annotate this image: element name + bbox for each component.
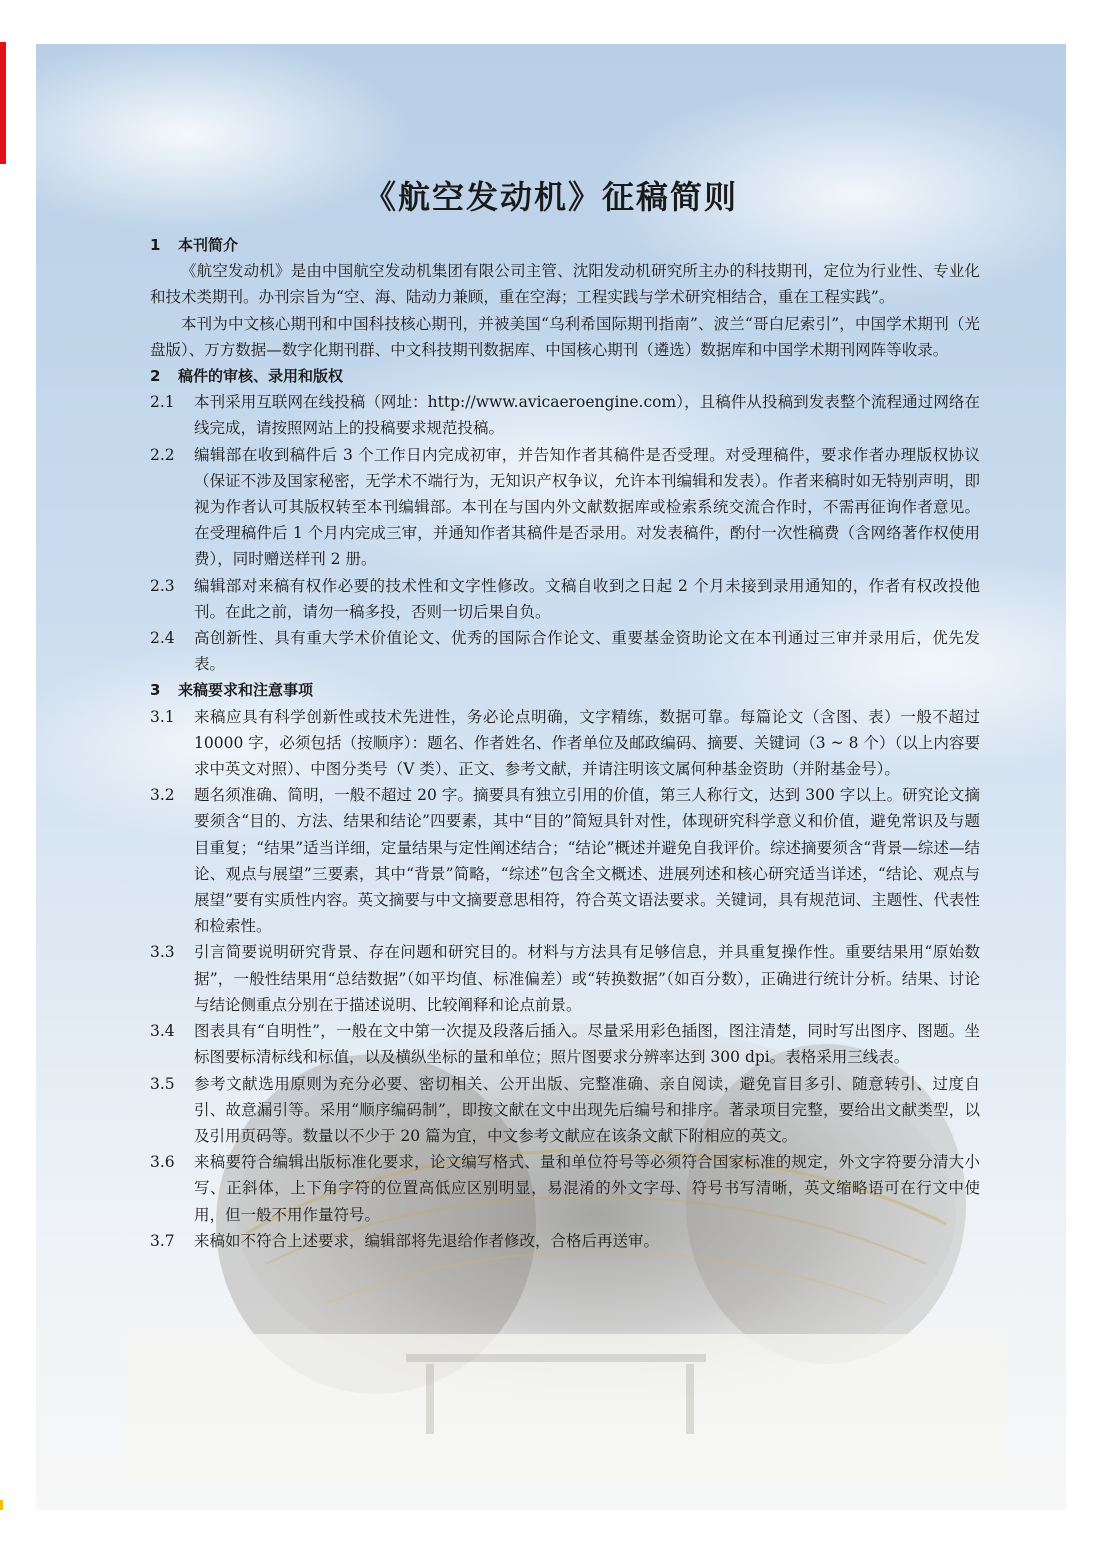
page-edge-bar-bottom — [0, 1500, 3, 1510]
clause-text: 图表具有“自明性”，一般在文中第一次提及段落后插入。尽量采用彩色插图，图注清楚，同时写出图序、图题。坐标图要标清标线和标值，以及横纵坐标的量和单位；照片图要求分辨率达到 300 dpi。表格采用三线表。 — [194, 1022, 980, 1067]
clause-item — [150, 389, 980, 441]
clause-number: 2.2 — [150, 445, 175, 464]
clause-text: 高创新性、具有重大学术价值论文、优秀的国际合作论文、重要基金资助论文在本刊通过三审并录用后，优先发表。 — [194, 629, 980, 674]
clause-number: 2.4 — [150, 629, 175, 648]
clause-item — [150, 625, 980, 677]
clause-item — [150, 1018, 980, 1070]
clause-item — [150, 442, 980, 573]
clause-number: 3.3 — [150, 943, 175, 962]
clause-item — [150, 704, 980, 783]
section-heading-2 — [150, 363, 980, 389]
clause-text: 参考文献选用原则为充分必要、密切相关、公开出版、完整准确、亲自阅读，避免盲目多引、随意转引、过度自引、故意漏引等。采用“顺序编码制”，即按文献在文中出现先后编号和排序。著录项目完整，要给出文献类型，以及引用页码等。数量以不少于 20 篇为宜，中文参考文献应在该条文献下附相应的英文。 — [194, 1074, 980, 1145]
section-number: 2 — [150, 367, 161, 386]
page-title: 《航空发动机》征稿简则 — [363, 178, 738, 216]
clause-text: 编辑部对来稿有权作必要的技术性和文字性修改。文稿自收到之日起 2 个月未接到录用通知的，作者有权改投他刊。在此之前，请勿一稿多投，否则一切后果自负。 — [194, 576, 980, 621]
document-content — [36, 44, 1066, 1510]
section-heading-1 — [150, 232, 980, 258]
section-number: 1 — [150, 236, 161, 254]
clause-number: 3.7 — [150, 1231, 175, 1250]
clause-item — [150, 573, 980, 625]
clause-item — [150, 782, 980, 939]
clause-number: 3.1 — [150, 707, 175, 726]
clause-text: 来稿要符合编辑出版标准化要求，论文编写格式、量和单位符号等必须符合国家标准的规定，外文字符要分清大小写、正斜体，上下角字符的位置高低应区别明显，易混淆的外文字母、符号书写清晰，英文缩略语可在行文中使用，但一般不用作量符号。 — [194, 1153, 980, 1224]
clause-number: 2.1 — [150, 393, 175, 412]
clause-number: 3.4 — [150, 1022, 175, 1041]
clause-text: 来稿应具有科学创新性或技术先进性，务必论点明确，文字精练，数据可靠。每篇论文（含图、表）一般不超过 10000 字，必须包括（按顺序）：题名、作者姓名、作者单位及邮政编码、摘要、关键词（3 ~ 8 个）（以上内容要求中英文对照）、中图分类号（V 类）、正文、参考文献，并请注明该文属何种基金资助（并附基金号）。 — [194, 707, 980, 779]
section-number: 3 — [150, 681, 161, 700]
clause-item — [150, 1071, 980, 1150]
section-title: 本刊简介 — [178, 236, 239, 254]
section-title: 来稿要求和注意事项 — [178, 681, 314, 700]
background-panel — [36, 44, 1066, 1510]
clause-text: 引言简要说明研究背景、存在问题和研究目的。材料与方法具有足够信息，并具重复操作性。重要结果用“原始数据”，一般性结果用“总结数据”（如平均值、标准偏差）或“转换数据”（如百分数），正确进行统计分析。结果、讨论与结论侧重点分别在于描述说明、比较阐释和论点前景。 — [194, 943, 980, 1014]
clause-text: 来稿如不符合上述要求，编辑部将先退给作者修改，合格后再送审。 — [194, 1231, 660, 1250]
clause-number: 3.6 — [150, 1153, 175, 1172]
clause-text: 题名须准确、简明，一般不超过 20 字。摘要具有独立引用的价值，第三人称行文，达到 300 字以上。研究论文摘要须含“目的、方法、结果和结论”四要素，其中“目的”简短具针对性，体现研究科学意义和价值，避免常识及与题目重复；“结果”适当详细，定量结果与定性阐述结合；“结论”概述并避免自我评价。综述摘要须含“背景—综述—结论、观点与展望”三要素，其中“背景”简略，“综述”包含全文概述、进展列述和核心研究适当详述，“结论、观点与展望”要有实质性内容。英文摘要与中文摘要意思相符，符合英文语法要求。关键词，具有规范词、主题性、代表性和检索性。 — [194, 786, 980, 936]
paragraph: 《航空发动机》是由中国航空发动机集团有限公司主管、沈阳发动机研究所主办的科技期刊，定位为行业性、专业化和技术类期刊。办刊宗旨为“空、海、陆动力兼顾，重在空海；工程实践与学术研究相结合，重在工程实践”。 — [150, 262, 980, 307]
document-body — [150, 232, 980, 1254]
clause-number: 2.3 — [150, 576, 175, 595]
clause-item — [150, 939, 980, 1018]
clause-item — [150, 1228, 980, 1254]
clause-text: 本刊采用互联网在线投稿（网址：http://www.avicaeroengine.com），且稿件从投稿到发表整个流程通过网络在线完成，请按照网站上的投稿要求规范投稿。 — [194, 393, 980, 438]
clause-text: 编辑部在收到稿件后 3 个工作日内完成初审，并告知作者其稿件是否受理。对受理稿件，要求作者办理版权协议（保证不涉及国家秘密，无学术不端行为，无知识产权争议，允许本刊编辑和发表）。作者来稿时如无特别声明，即视为作者认可其版权转至本刊编辑部。本刊在与国内外文献数据库或检索系统交流合作时，不需再征询作者意见。在受理稿件后 1 个月内完成三审，并通知作者其稿件是否录用。对发表稿件，酌付一次性稿费（含网络著作权使用费），同时赠送样刊 2 册。 — [194, 445, 980, 569]
clause-number: 3.5 — [150, 1074, 175, 1093]
paragraph: 本刊为中文核心期刊和中国科技核心期刊，并被美国“乌利希国际期刊指南”、波兰“哥白尼索引”，中国学术期刊（光盘版）、万方数据—数字化期刊群、中文科技期刊数据库、中国核心期刊（遴选）数据库和中国学术期刊网阵等收录。 — [150, 314, 980, 359]
section-heading-3 — [150, 677, 980, 703]
clause-item — [150, 1149, 980, 1228]
section-title: 稿件的审核、录用和版权 — [178, 367, 344, 386]
clause-number: 3.2 — [150, 786, 175, 805]
page-edge-bar — [0, 42, 6, 164]
